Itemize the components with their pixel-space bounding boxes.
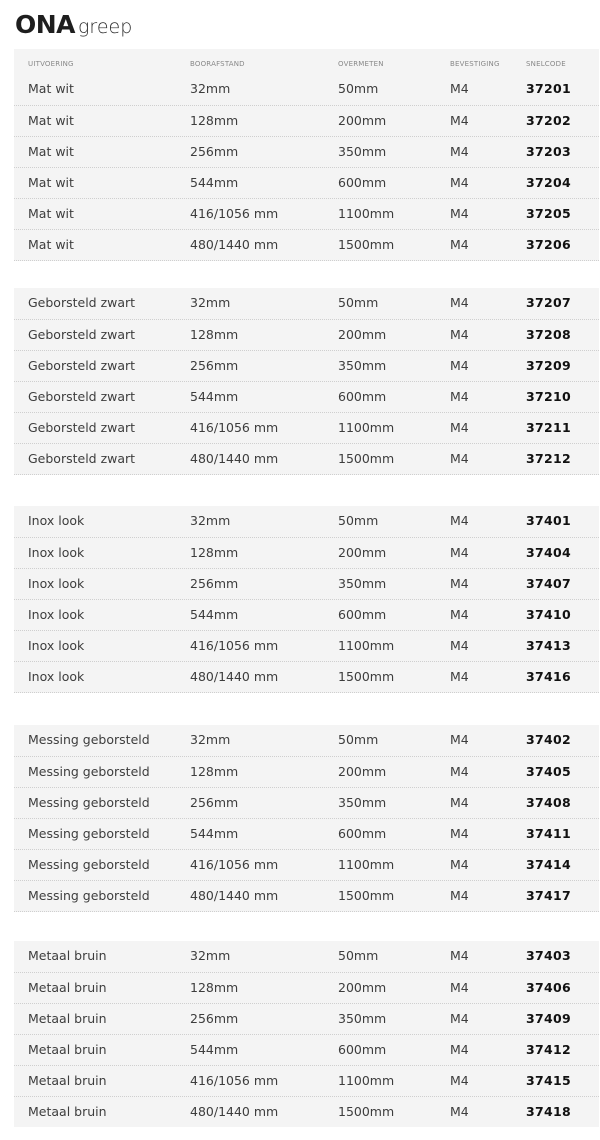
cell-bevestiging: M4	[450, 420, 469, 435]
cell-bevestiging: M4	[450, 545, 469, 560]
cell-boorafstand: 416/1056 mm	[190, 420, 279, 435]
cell-snelcode: 37415	[526, 1073, 571, 1088]
cell-snelcode: 37412	[526, 1042, 571, 1057]
cell-uitvoering: Mat wit	[28, 237, 74, 252]
cell-boorafstand: 32mm	[190, 948, 231, 963]
table-row	[14, 787, 599, 818]
cell-overmeten: 1100mm	[338, 638, 395, 653]
table-row	[14, 849, 599, 880]
cell-uitvoering: Metaal bruin	[28, 948, 107, 963]
table-group-inox-look	[14, 506, 599, 693]
table-row	[14, 1065, 599, 1096]
cell-boorafstand: 32mm	[190, 732, 231, 747]
cell-uitvoering: Inox look	[28, 513, 85, 528]
column-header-boorafstand: BOORAFSTAND	[190, 60, 245, 68]
cell-boorafstand: 544mm	[190, 1042, 239, 1057]
cell-uitvoering: Geborsteld zwart	[28, 451, 136, 466]
table-row	[14, 1003, 599, 1034]
cell-bevestiging: M4	[450, 948, 469, 963]
cell-snelcode: 37205	[526, 206, 571, 221]
product-type: greep	[78, 16, 133, 38]
cell-uitvoering: Mat wit	[28, 113, 74, 128]
cell-bevestiging: M4	[450, 513, 469, 528]
cell-overmeten: 1100mm	[338, 1073, 395, 1088]
cell-bevestiging: M4	[450, 669, 469, 684]
cell-overmeten: 50mm	[338, 81, 379, 96]
cell-overmeten: 1500mm	[338, 451, 395, 466]
cell-boorafstand: 256mm	[190, 576, 239, 591]
cell-overmeten: 50mm	[338, 948, 379, 963]
table-row	[14, 412, 599, 443]
cell-overmeten: 50mm	[338, 513, 379, 528]
cell-snelcode: 37406	[526, 980, 571, 995]
page-title	[15, 6, 132, 43]
cell-bevestiging: M4	[450, 237, 469, 252]
cell-overmeten: 350mm	[338, 144, 387, 159]
cell-snelcode: 37212	[526, 451, 571, 466]
cell-overmeten: 200mm	[338, 764, 387, 779]
table-row	[14, 288, 599, 319]
cell-snelcode: 37202	[526, 113, 571, 128]
column-header-snelcode: SNELCODE	[526, 60, 566, 68]
cell-snelcode: 37211	[526, 420, 571, 435]
cell-boorafstand: 544mm	[190, 607, 239, 622]
cell-snelcode: 37401	[526, 513, 571, 528]
cell-overmeten: 600mm	[338, 607, 387, 622]
cell-overmeten: 200mm	[338, 113, 387, 128]
cell-snelcode: 37411	[526, 826, 571, 841]
cell-bevestiging: M4	[450, 1073, 469, 1088]
cell-uitvoering: Geborsteld zwart	[28, 389, 136, 404]
cell-snelcode: 37210	[526, 389, 571, 404]
table-group-messing-geborsteld	[14, 725, 599, 912]
cell-bevestiging: M4	[450, 1104, 469, 1119]
cell-overmeten: 50mm	[338, 732, 379, 747]
cell-boorafstand: 128mm	[190, 545, 239, 560]
cell-boorafstand: 480/1440 mm	[190, 669, 279, 684]
table-group-metaal-bruin	[14, 941, 599, 1127]
cell-snelcode: 37417	[526, 888, 571, 903]
cell-overmeten: 200mm	[338, 545, 387, 560]
cell-uitvoering: Metaal bruin	[28, 1011, 107, 1026]
cell-bevestiging: M4	[450, 795, 469, 810]
table-row	[14, 537, 599, 568]
table-row	[14, 661, 599, 692]
table-row	[14, 167, 599, 198]
cell-bevestiging: M4	[450, 576, 469, 591]
cell-overmeten: 50mm	[338, 295, 379, 310]
cell-uitvoering: Geborsteld zwart	[28, 358, 136, 373]
cell-snelcode: 37402	[526, 732, 571, 747]
cell-uitvoering: Messing geborsteld	[28, 764, 150, 779]
cell-bevestiging: M4	[450, 175, 469, 190]
table-row	[14, 756, 599, 787]
cell-uitvoering: Metaal bruin	[28, 1042, 107, 1057]
table-row	[14, 443, 599, 474]
cell-boorafstand: 32mm	[190, 81, 231, 96]
cell-uitvoering: Geborsteld zwart	[28, 327, 136, 342]
cell-uitvoering: Inox look	[28, 638, 85, 653]
cell-uitvoering: Geborsteld zwart	[28, 295, 136, 310]
table-row	[14, 972, 599, 1003]
cell-bevestiging: M4	[450, 826, 469, 841]
cell-overmeten: 600mm	[338, 175, 387, 190]
cell-uitvoering: Mat wit	[28, 175, 74, 190]
cell-snelcode: 37206	[526, 237, 571, 252]
cell-uitvoering: Messing geborsteld	[28, 857, 150, 872]
table-row	[14, 105, 599, 136]
cell-uitvoering: Mat wit	[28, 206, 74, 221]
column-header-bevestiging: BEVESTIGING	[450, 60, 500, 68]
cell-snelcode: 37209	[526, 358, 571, 373]
cell-bevestiging: M4	[450, 295, 469, 310]
cell-boorafstand: 416/1056 mm	[190, 206, 279, 221]
cell-snelcode: 37201	[526, 81, 571, 96]
cell-boorafstand: 416/1056 mm	[190, 638, 279, 653]
cell-overmeten: 350mm	[338, 795, 387, 810]
cell-snelcode: 37416	[526, 669, 571, 684]
cell-overmeten: 350mm	[338, 576, 387, 591]
cell-uitvoering: Messing geborsteld	[28, 795, 150, 810]
cell-uitvoering: Messing geborsteld	[28, 732, 150, 747]
cell-overmeten: 350mm	[338, 358, 387, 373]
table-row	[14, 506, 599, 537]
cell-bevestiging: M4	[450, 607, 469, 622]
table-row	[14, 381, 599, 412]
cell-overmeten: 1500mm	[338, 888, 395, 903]
cell-bevestiging: M4	[450, 389, 469, 404]
cell-boorafstand: 544mm	[190, 175, 239, 190]
table-row	[14, 599, 599, 630]
cell-boorafstand: 480/1440 mm	[190, 451, 279, 466]
cell-boorafstand: 256mm	[190, 795, 239, 810]
cell-snelcode: 37404	[526, 545, 571, 560]
cell-boorafstand: 128mm	[190, 327, 239, 342]
cell-bevestiging: M4	[450, 327, 469, 342]
cell-snelcode: 37418	[526, 1104, 571, 1119]
cell-bevestiging: M4	[450, 144, 469, 159]
cell-boorafstand: 256mm	[190, 144, 239, 159]
cell-uitvoering: Mat wit	[28, 81, 74, 96]
product-name: ONA	[15, 10, 76, 39]
cell-boorafstand: 32mm	[190, 513, 231, 528]
table-row	[14, 630, 599, 661]
cell-boorafstand: 480/1440 mm	[190, 1104, 279, 1119]
cell-snelcode: 37203	[526, 144, 571, 159]
cell-overmeten: 1100mm	[338, 206, 395, 221]
cell-overmeten: 200mm	[338, 980, 387, 995]
table-row	[14, 136, 599, 167]
table-row	[14, 198, 599, 229]
cell-snelcode: 37403	[526, 948, 571, 963]
cell-uitvoering: Metaal bruin	[28, 1073, 107, 1088]
table-row	[14, 1034, 599, 1065]
table-row	[14, 568, 599, 599]
table-header	[14, 49, 599, 74]
cell-snelcode: 37207	[526, 295, 571, 310]
cell-uitvoering: Messing geborsteld	[28, 826, 150, 841]
cell-uitvoering: Mat wit	[28, 144, 74, 159]
column-header-uitvoering: UITVOERING	[28, 60, 74, 68]
cell-overmeten: 600mm	[338, 389, 387, 404]
cell-overmeten: 1500mm	[338, 1104, 395, 1119]
table-group-mat-wit	[14, 49, 599, 261]
cell-overmeten: 200mm	[338, 327, 387, 342]
column-header-overmeten: OVERMETEN	[338, 60, 384, 68]
table-group-geborsteld-zwart	[14, 288, 599, 475]
cell-bevestiging: M4	[450, 113, 469, 128]
cell-uitvoering: Inox look	[28, 669, 85, 684]
table-row	[14, 1096, 599, 1127]
cell-overmeten: 1500mm	[338, 237, 395, 252]
cell-snelcode: 37410	[526, 607, 571, 622]
table-row	[14, 818, 599, 849]
cell-boorafstand: 544mm	[190, 389, 239, 404]
cell-boorafstand: 32mm	[190, 295, 231, 310]
cell-overmeten: 1100mm	[338, 420, 395, 435]
cell-bevestiging: M4	[450, 1011, 469, 1026]
cell-boorafstand: 256mm	[190, 1011, 239, 1026]
cell-bevestiging: M4	[450, 206, 469, 221]
table-row	[14, 74, 599, 105]
cell-uitvoering: Messing geborsteld	[28, 888, 150, 903]
cell-bevestiging: M4	[450, 1042, 469, 1057]
cell-boorafstand: 480/1440 mm	[190, 888, 279, 903]
cell-snelcode: 37408	[526, 795, 571, 810]
cell-boorafstand: 416/1056 mm	[190, 857, 279, 872]
table-row	[14, 880, 599, 911]
cell-boorafstand: 480/1440 mm	[190, 237, 279, 252]
table-row	[14, 319, 599, 350]
cell-uitvoering: Inox look	[28, 545, 85, 560]
cell-uitvoering: Metaal bruin	[28, 1104, 107, 1119]
cell-overmeten: 1100mm	[338, 857, 395, 872]
cell-bevestiging: M4	[450, 451, 469, 466]
table-row	[14, 229, 599, 260]
cell-uitvoering: Metaal bruin	[28, 980, 107, 995]
cell-bevestiging: M4	[450, 81, 469, 96]
cell-boorafstand: 416/1056 mm	[190, 1073, 279, 1088]
cell-overmeten: 1500mm	[338, 669, 395, 684]
cell-snelcode: 37409	[526, 1011, 571, 1026]
cell-snelcode: 37407	[526, 576, 571, 591]
cell-snelcode: 37208	[526, 327, 571, 342]
cell-uitvoering: Geborsteld zwart	[28, 420, 136, 435]
cell-bevestiging: M4	[450, 358, 469, 373]
cell-uitvoering: Inox look	[28, 576, 85, 591]
cell-snelcode: 37405	[526, 764, 571, 779]
cell-overmeten: 600mm	[338, 1042, 387, 1057]
table-row	[14, 725, 599, 756]
cell-bevestiging: M4	[450, 638, 469, 653]
cell-snelcode: 37204	[526, 175, 571, 190]
cell-bevestiging: M4	[450, 764, 469, 779]
cell-snelcode: 37413	[526, 638, 571, 653]
cell-bevestiging: M4	[450, 980, 469, 995]
cell-bevestiging: M4	[450, 888, 469, 903]
cell-uitvoering: Inox look	[28, 607, 85, 622]
cell-boorafstand: 128mm	[190, 113, 239, 128]
cell-bevestiging: M4	[450, 857, 469, 872]
cell-snelcode: 37414	[526, 857, 571, 872]
cell-boorafstand: 128mm	[190, 980, 239, 995]
cell-boorafstand: 544mm	[190, 826, 239, 841]
cell-boorafstand: 128mm	[190, 764, 239, 779]
cell-overmeten: 350mm	[338, 1011, 387, 1026]
table-row	[14, 941, 599, 972]
cell-overmeten: 600mm	[338, 826, 387, 841]
cell-bevestiging: M4	[450, 732, 469, 747]
cell-boorafstand: 256mm	[190, 358, 239, 373]
table-row	[14, 350, 599, 381]
